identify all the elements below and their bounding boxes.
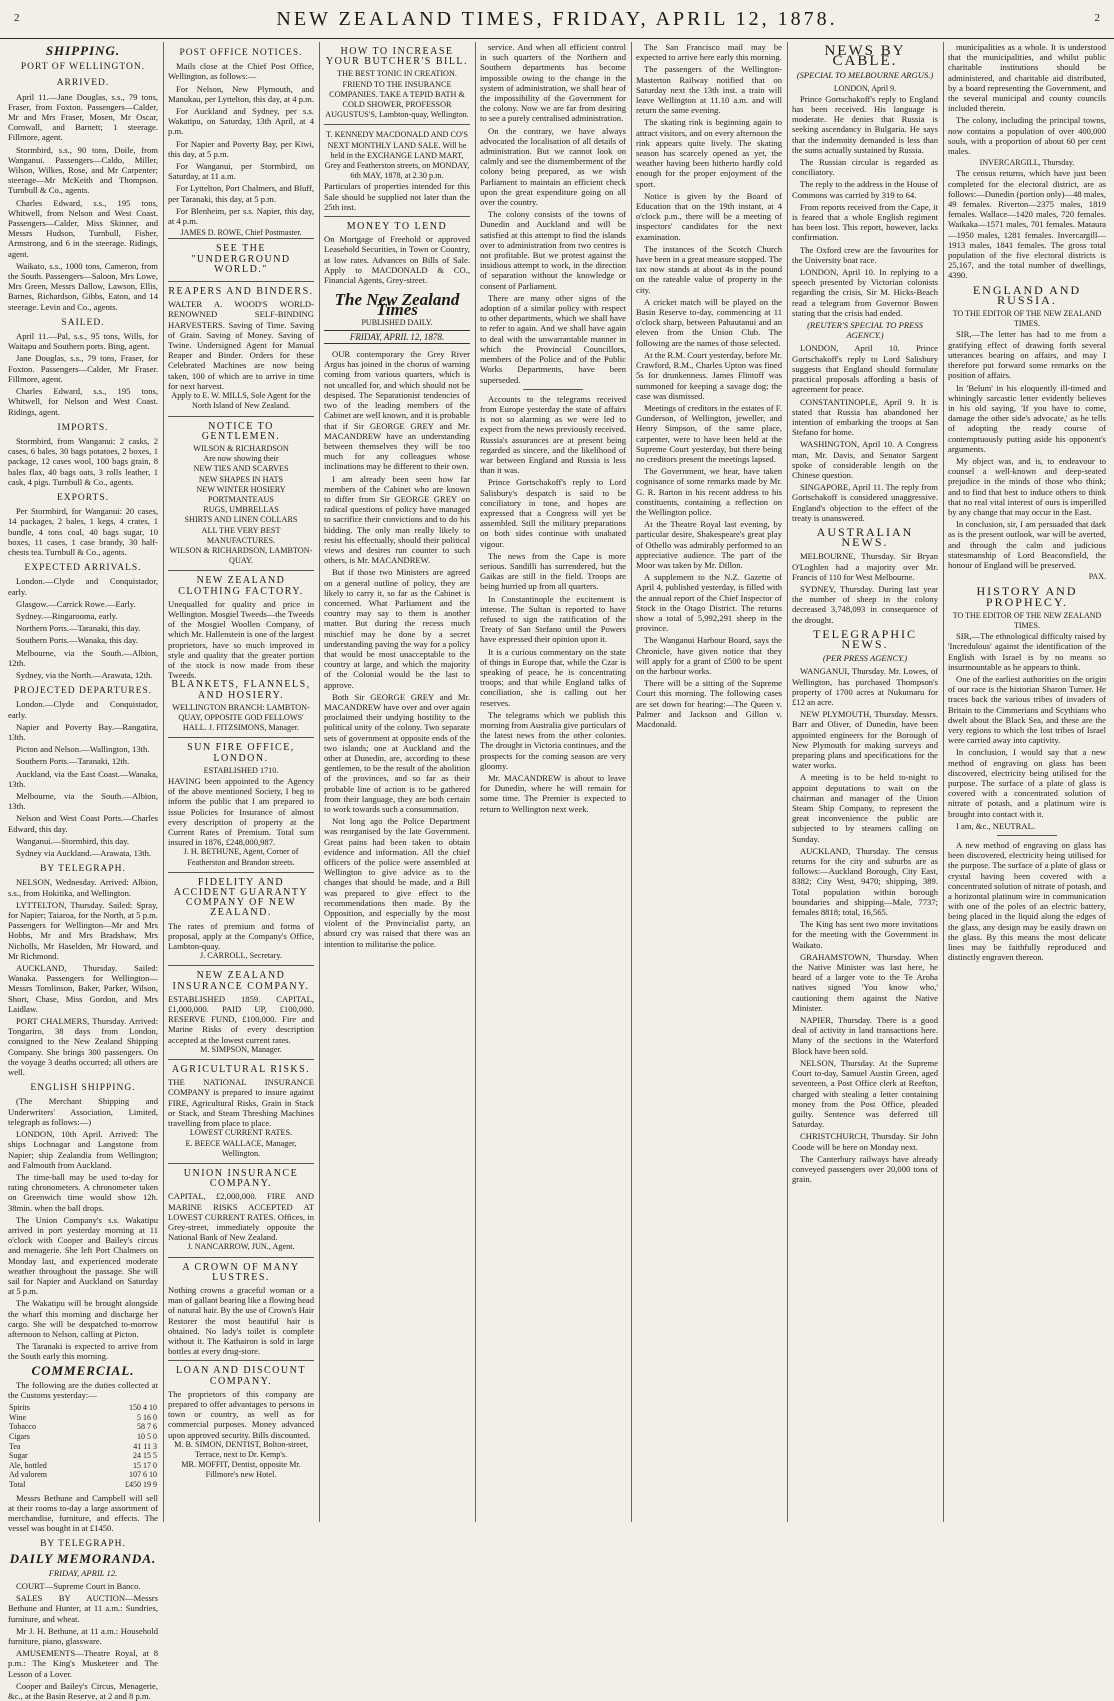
- list-item: Napier and Poverty Bay.—Rangatira, 13th.: [8, 721, 158, 742]
- signature: PAX.: [1088, 572, 1106, 582]
- paragraph: A cricket match will be played on the Basin Reserve to-day, commencing at 11 o'clock sharp, between Pahautanui and an eleven from the Union Club. The following are the names of those selected.: [636, 296, 782, 348]
- table-row: [8, 1422, 158, 1432]
- ad-signature: MR. MOFFIT, Dentist, opposite Mr. Fillmore's new Hotel.: [181, 1460, 301, 1480]
- list-item: AMUSEMENTS—Theatre Royal, at 8 p.m.: The King's Musketeer and The Lesson of a Lover.: [8, 1648, 158, 1679]
- ad-heading: UNION INSURANCE COMPANY.: [183, 1167, 299, 1190]
- ad-body: WALTER A. WOOD'S WORLD-RENOWNED SELF-BINDING HARVESTERS. Saving of Time. Saving of Grain. Saving of Money. Saving of Twine. Undersigned Agent for Manual Reaper and Binder. Orders for these Celebrated Machines are now being taken, 100 of which are to arrive in time for next harvest.: [168, 299, 314, 391]
- paragraph: The colony consists of the towns of Dunedin and Auckland and will be satisfied at this attempt to find the islands over to administration from two centres is not profitable. But we protest against the insidious attempt to work, in the direction of separation without the knowledge or consent of Parliament.: [480, 209, 626, 291]
- paragraph: LONDON, 10th April. Arrived: The ships Lochnagar and Langstone from Napier; ship Zealandia from Wellington; and Falmouth from Auckland.: [8, 1129, 158, 1170]
- advertisement: [168, 281, 314, 415]
- paragraph: Messrs Bethune and Campbell will sell at their rooms to-day a large assortment of merchandise, furniture, and effects. The vessel was bought in at £1450.: [8, 1492, 158, 1534]
- table-cell: Tea: [9, 1441, 21, 1451]
- advertisement: [324, 124, 470, 216]
- paragraph: The Wanganui Harbour Board, says the Chronicle, have given notice that they will apply for a grant of £500 to be spent on the harbour works.: [636, 635, 782, 676]
- paragraph: The Oxford crew are the favourites for the University boat race.: [792, 244, 938, 265]
- advertisement: [168, 570, 314, 737]
- column-shipping: [8, 42, 158, 1701]
- list-item: Picton and Nelson.—Wallington, 13th.: [16, 744, 150, 755]
- paragraph: MELBOURNE, Thursday. Sir Bryan O'Loghlen had a majority over Mr. Francis of 110 for West Melbourne.: [792, 551, 938, 582]
- paragraph: But if those two Ministers are agreed on a general outline of policy, they are likely to carry it, so far as the Cabinet is concerned. What Parliament and the country may say to them is another matter. But during the recess much mischief may be done by a secret understanding paving the way for a policy that would be most unacceptable to the country at large, and which the majority of the Colonial would be the last to approve.: [324, 567, 470, 690]
- ad-heading: NEW ZEALAND INSURANCE COMPANY.: [172, 970, 310, 992]
- paragraph: April 11.—Jane Douglas, s.s., 79 tons, Fraser, from Foxton. Passengers—Calder, Mr and Mrs Fraser, Mosen, Mr Oscar, Cornwall, and Barnett; 1 steerage. Fillmore, agent.: [8, 91, 158, 143]
- subheading: PROJECTED DEPARTURES.: [13, 686, 153, 697]
- paragraph: For Lyttelton, Port Chalmers, and Bluff, per Taranaki, this day, at 5 p.m.: [168, 183, 314, 204]
- paragraph: Mr. MACANDREW is about to leave for Dunedin, where he will remain for some time. The Premier is expected to return to Wellington next week.: [480, 773, 626, 814]
- paragraph: SIR,—The ethnological difficulty raised by 'Incredulous' against the identification of the English with Israel is by no means so insurmountable as he appears to think.: [948, 631, 1106, 672]
- paragraph: The census returns, which have just been completed for the electoral district, are as follows:—Dunedin (portion only)—48 males, 49 females. Riverton—2375 males, 1819 females. Wallace—1420 males, 720 females. Waikaka—1571 males, 701 females. Mataura—1950 males, 1281 females. Invercargill—1913 males, 1841 females. The gross total population of the five electoral districts is 25,167, and the total number of dwellings, 4390.: [948, 168, 1107, 281]
- section-heading: NEWS BY CABLE.: [824, 43, 906, 70]
- paragraph: WANGANUI, Thursday. Mr. Lowes, of Wellington, has purchased Thompson's property of 1700 acres at Nukumaru for £12 an acre.: [792, 666, 938, 707]
- paragraph: The instances of the Scotch Church have been in a great measure stopped. The tax now stands at about 4s in the pound on the rateable value of property in the city.: [636, 243, 782, 295]
- table-cell: Sugar: [9, 1451, 28, 1461]
- subheading: BY TELEGRAPH.: [40, 1539, 126, 1550]
- column-cable-news: [792, 42, 938, 1522]
- section-heading: SHIPPING.: [45, 43, 121, 58]
- paragraph: The San Francisco mail may be expected to arrive here early this morning.: [636, 42, 782, 63]
- dateline: INVERCARGILL, Thursday.: [979, 158, 1075, 168]
- ad-heading: MONEY TO LEND: [346, 221, 448, 233]
- paragraph: WASHINGTON, April 10. A Congress man, Mr. Davis, and Senator Sargent spoke of considerable length on the Chinese question.: [792, 439, 938, 480]
- list-item: Southern Ports.—Wanaka, this day.: [16, 635, 138, 646]
- paragraph: The Wakatipu will be brought alongside the wharf this morning and discharge her cargo. She will be despatched to-morrow afternoon to Nelson, calling at Picton.: [8, 1298, 158, 1339]
- ad-heading: AGRICULTURAL RISKS.: [171, 1064, 311, 1076]
- paragraph: The Government, we hear, have taken cognisance of some remarks made by Mr. G. R. Barton in his recent address to his constituents, containing a reflection on the Wellington police.: [636, 466, 782, 517]
- list-item: London.—Clyde and Conquistador, early.: [8, 699, 158, 720]
- paragraph: On the contrary, we have always advocated the localisation of all details of administration. But we cannot look on calmly and see the dismemberment of the colony being prepared, as we wish Parliament to maintain an efficient check upon the great expenditure going on all over the country.: [480, 125, 626, 208]
- dateline: LONDON, April 9.: [833, 83, 897, 93]
- table-cell: 15 17 0: [133, 1460, 157, 1470]
- column-rule: [631, 42, 632, 1522]
- paragraph: NAPIER, Thursday. There is a good deal of activity in land transactions here. Many of the sections in the Waterford Block have been sold.: [792, 1015, 938, 1056]
- ad-line: LOWEST CURRENT RATES.: [189, 1128, 293, 1138]
- column-rule: [787, 42, 788, 1522]
- list-item: Sydney, via the North.—Arawata, 12th.: [16, 669, 153, 680]
- ad-line: ALL THE VERY BEST MANUFACTURES.: [201, 525, 281, 545]
- ad-line: Are now showing their: [203, 454, 279, 464]
- table-row: [8, 1461, 158, 1471]
- paragraph: For Napier and Poverty Bay, per Kiwi, this day, at 5 p.m.: [168, 138, 314, 159]
- paragraph: There are many other signs of the adoption of a similar policy with respect to other departments, which we shall have to refer to again. And we shall have again to deal with the unwarrantable manner in which the Provincial Councillors, members of the Police and of the Public Works Departments, have been superseded.: [480, 292, 626, 385]
- paragraph: Accounts to the telegrams received from Europe yesterday the state of affairs is not so alarming as we were led to expect from the news previously received. Russia's assurances are at present being regarded as sincere, and the likelihood of war between England and Russia is less than it was.: [480, 393, 626, 476]
- subheading: BY TELEGRAPH.: [40, 864, 126, 875]
- table-cell: 58 7 6: [137, 1422, 157, 1432]
- paragraph: One of the earliest authorities on the origin of our race is the historian Sharon Turner. He traces back the various tribes of invaders of Britain to the Cimmerians and Scythians who dwelt about the Black Sea, and these are the very regions to which the lost tribes of Israel were carried away into captivity.: [948, 673, 1106, 746]
- section-heading: POST OFFICE NOTICES.: [179, 48, 303, 58]
- publication-note: PUBLISHED DAILY.: [361, 317, 433, 327]
- divider: [997, 835, 1057, 836]
- paragraph: Notice is given by the Board of Education that on the 19th instant, at 4 o'clock p.m., there will be a meeting of inspectors' candidates for the next examination.: [636, 190, 782, 242]
- paragraph: Both Sir GEORGE GREY and Mr. MACANDREW have over and over again proclaimed their undying hostility to the political unity of the colony. Two separate sets of government at opposite ends of the two islands; one at Auckland and the other at Dunedin, are, according to these gentlemen, to be the result of the abolition of the provinces, and so far as their probable line of action is to be gathered from their language, they are both certain to work towards such a consummation.: [324, 691, 470, 815]
- subheading: SAILED.: [61, 317, 105, 328]
- ad-heading: FIDELITY AND ACCIDENT GUARANTY COMPANY OF NEW ZEALAND.: [173, 876, 309, 919]
- duties-table: [8, 1403, 158, 1489]
- section-heading: COMMERCIAL.: [31, 1362, 135, 1378]
- advertisement: [324, 42, 470, 124]
- ad-heading: REAPERS AND BINDERS.: [168, 286, 314, 298]
- paragraph: LONDON, April 10. In replying to a speech presented by Victorian colonists regarding the crisis, Sir M. Hicks-Beach read a telegram from Governor Bowen stating that the crisis had ended.: [792, 267, 938, 318]
- advertisement: [168, 238, 314, 281]
- paragraph: CONSTANTINOPLE, April 9. It is stated that Russia has abandoned her intention of embarking the troops at San Stefano for home.: [792, 396, 938, 438]
- list-item: Northern Ports.—Taranaki, this day.: [16, 623, 141, 634]
- table-row: [8, 1442, 158, 1452]
- page-number-right: 2: [1094, 12, 1100, 24]
- subheading: ARRIVED.: [56, 78, 110, 89]
- paragraph: For Wanganui, per Stormbird, on Saturday, at 11 a.m.: [168, 161, 314, 182]
- list-item: Cooper and Bailey's Circus, Menagerie, &c., at the Basin Reserve, at 2 and 8 p.m.: [8, 1680, 158, 1701]
- paragraph: For Auckland and Sydney, per s.s. Wakatipu, on Saturday, 13th April, at 4 p.m.: [168, 106, 314, 137]
- page-title: NEW ZEALAND TIMES, FRIDAY, APRIL 12, 1878.: [276, 8, 838, 30]
- column-leader: [324, 42, 470, 1522]
- table-cell: 150 4 10: [129, 1403, 157, 1413]
- paragraph: The telegrams which we publish this morning from Australia give particulars of the latest news from the other colonies. The drought in Victoria continues, and the prospects for the coming season are very gloomy.: [480, 709, 626, 771]
- paragraph: Mails close at the Chief Post Office, Wellington, as follows:—: [168, 61, 314, 82]
- paragraph: GRAHAMSTOWN, Thursday. When the Native Minister was last here, he heard of a larger vote to the Te Aroha natives signed 'You know who,' cautioning them against the Native Minister.: [792, 951, 938, 1013]
- advertisement: [168, 416, 314, 571]
- paragraph: From reports received from the Cape, it is feared that a whole English regiment has been lost. This report, however, lacks confirmation.: [792, 201, 938, 243]
- paragraph: Meetings of creditors in the estates of F. Gunderson, of Wellington, jeweller, and Henry Simpson, of the same place, carpenter, were to have been held at the Supreme Court yesterday, but there being no creditors present the meetings lapsed.: [636, 402, 782, 464]
- ad-line: PORTMANTEAUS: [208, 494, 274, 504]
- column-correspondence: [948, 42, 1106, 1522]
- paragraph: service. And when all efficient control in such quarters of the Northern and Southern departments has become impossible owing to the change in the system of administration, we shall hear of the impossibility of the Government for the colony. Now we are far from desiring to see a purely centralised administration.: [480, 42, 626, 124]
- list-item: Mr J. H. Bethune, at 11 a.m.: Household furniture, piano, glassware.: [8, 1625, 158, 1646]
- paragraph: For Nelson, New Plymouth, and Manukau, per Lyttelton, this day, at 4 p.m.: [168, 83, 314, 104]
- advertisement: [168, 1360, 314, 1484]
- paragraph: The passengers of the Wellington-Masterton Railway notified that on Saturday next the 13th inst. a train will leave Wellington at 11.10 a.m. and will return the same evening.: [636, 64, 782, 116]
- paragraph: I am, &c., NEUTRAL.: [956, 820, 1035, 831]
- ad-signature: J. NANCARROW, JUN., Agent.: [187, 1242, 295, 1252]
- ad-body: On Mortgage of Freehold or approved Leasehold Securities, in Town or Country, at low rates. Advances on Bills of Sale. Apply to MACDONALD & CO., Financial Agents, Grey-street.: [324, 234, 470, 286]
- advertisement: [168, 1163, 314, 1257]
- paragraph: Charles Edward, s.s., 195 tons, Whitwell, from Nelson and West Coast. Passengers—Calder, Miss Skinner, and Messrs Hudson, Turnbull, Fisher, Armstrong, and 6 in the steerage. Ridings, agent.: [8, 197, 158, 259]
- section-heading: AUSTRALIAN NEWS.: [816, 524, 914, 550]
- list-item: Nelson and West Coast Ports.—Charles Edward, this day.: [8, 813, 158, 834]
- subheading: ENGLISH SHIPPING.: [30, 1083, 136, 1094]
- paragraph: At the R.M. Court yesterday, before Mr. Crawford, R.M., Charles Upton was fined 5s for drunkenness. James Flintoff was summoned for keeping a savage dog; the case was dismissed.: [636, 349, 782, 401]
- advertisement: [168, 1257, 314, 1361]
- paragraph: (The Merchant Shipping and Underwriters' Association, Limited, telegraph as follows:—): [8, 1096, 158, 1127]
- ad-signature: E. BEECE WALLACE, Manager, Wellington.: [185, 1138, 297, 1158]
- paragraph: NELSON, Wednesday. Arrived: Albion, s.s., from Hokitika, and Wellington.: [8, 877, 158, 898]
- paragraph: NEW PLYMOUTH, Thursday. Messrs. Barr and Oliver, of Dunedin, have been appointed engineers for the Borough of New Plymouth for making surveys and preparing plans and specifications for the water works.: [792, 709, 938, 771]
- paragraph: SIR,—The letter has had to me from a gratifying effect of drawing forth several utterances bearing on affairs, and may I therefore put forward some remarks on the position of affairs.: [948, 329, 1106, 381]
- paragraph: A supplement to the N.Z. Gazette of April 4, published yesterday, is filled with the annual report of the Chief Inspector of Stock in the Otago District. The returns show a total of 5,992,291 sheep in the province.: [636, 572, 782, 634]
- paragraph: In conclusion, sir, I am persuaded that dark as is the present outlook, war will be averted, and through the calm and judicious statesmanship of Lord Beaconsfield, the honour of England will be preserved.: [948, 519, 1106, 570]
- ad-signature: M. SIMPSON, Manager.: [200, 1044, 282, 1054]
- ad-body: The rates of premium and forms of proposal, apply at the Company's Office, Lambton-quay.: [168, 920, 314, 952]
- list-item: Melbourne, via the South.—Albion, 12th.: [8, 647, 158, 668]
- list-item: Glasgow.—Carrick Rowe.—Early.: [16, 598, 136, 609]
- ad-body: The proprietors of this company are prepared to offer advantages to persons in town or country, as well as for commercial purposes. Money advanced upon approved security. Bills discounted.: [168, 1388, 314, 1440]
- paragraph: A meeting is to be held to-night to appoint deputations to wait on the chairman and manager of the Union Steam Ship Company, to represent the great inconvenience the public are subjected to by steamers calling on Sunday.: [792, 772, 938, 844]
- paragraph: The news from the Cape is more serious. Sandilli has surrendered, but the Gaikas are still in the field. Troops are being hurried up from all quarters.: [480, 550, 626, 592]
- ad-line: ESTABLISHED 1710.: [203, 765, 279, 775]
- paragraph: The Canterbury railways have already conveyed passengers over 20,000 tons of grain.: [792, 1153, 938, 1185]
- paragraph: The Russian circular is regarded as conciliatory.: [792, 157, 938, 178]
- ad-signature: WILSON & RICHARDSON, LAMBTON-QUAY.: [169, 545, 313, 566]
- ad-heading: HOW TO INCREASE YOUR BUTCHER'S BILL.: [325, 46, 469, 68]
- column-rule: [943, 42, 944, 1522]
- table-row: [8, 1480, 158, 1490]
- paragraph: LYTTELTON, Thursday. Sailed: Spray, for Napier; Taiaroa, for the North, at 5 p.m. Passengers for Wellington—Mr and Mrs Hobbs, Mr and Mrs Bradshaw, Mrs Nicholls, Mr Haselden, Mr Howard, and Mr Richmond.: [8, 899, 158, 961]
- ad-body: THE NATIONAL INSURANCE COMPANY is prepared to insure against FIRE, Agricultural Risks, Grain in Stack or Stack, and Steam Threshing Machines travelling from place to place.: [168, 1077, 314, 1129]
- table-cell: Cigars: [9, 1431, 30, 1441]
- table-cell: 41 11 3: [133, 1441, 157, 1451]
- section-byline: (PER PRESS AGENCY.): [822, 653, 908, 664]
- table-cell: £450 19 9: [125, 1479, 157, 1489]
- table-cell: 10 5 0: [137, 1431, 157, 1441]
- list-item: Melbourne, via the South.—Albion, 13th.: [8, 791, 158, 812]
- column-local-news: [636, 42, 782, 1522]
- list-item: Wanganui.—Stormbird, this day.: [16, 835, 130, 846]
- paragraph: It is a curious commentary on the state of things in Europe that, while the Czar is speaking of peace, he is concentrating troops; and that while England talks of conciliation, she is calling out her reserves.: [480, 646, 626, 708]
- paragraph: PORT CHALMERS, Thursday. Arrived: Tongariro, 38 days from London, consigned to the New Zealand Shipping Company. She brings 300 passengers. On the voyage 3 deaths occurred; all others are well.: [8, 1016, 158, 1078]
- paragraph: The King has sent two more invitations for the meeting with the Government in Waikato.: [792, 919, 938, 950]
- ad-heading: A CROWN OF MANY LUSTRES.: [182, 1261, 300, 1283]
- ad-heading: SEE THE "UNDERGROUND WORLD.": [191, 243, 291, 275]
- paragraph: The following are the duties collected at the Customs yesterday:—: [8, 1379, 158, 1400]
- paragraph: Jane Douglas, s.s., 79 tons, Fraser, for Foxton. Passengers—Calder, Mr Fraser. Fillmore, agent.: [8, 353, 158, 384]
- paragraph: Prince Gortschakoff's reply to England has been received. His language is moderate. He denies that Russia is seeking ascendancy in Bulgaria. He says that the indemnity demanded is less than the sums actually sustained by Russia.: [792, 93, 938, 155]
- paragraph: Per Stormbird, for Wanganui: 20 cases, 14 packages, 2 bales, 1 kegs, 4 crates, 1 bundle, 4 tons coal, 40 bags sugar, 10 boxes, 11 cases, 1 case brandy, 30 half-chests tea. Turnbull & Co., agents.: [8, 506, 158, 557]
- list-item: Southern Ports.—Taranaki, 12th.: [16, 756, 130, 767]
- paragraph: municipalities as a whole. It is understood that the municipalities, and whilst public charitable institutions should be administered, and charitable aid distributed, by a board representing the Government, and the several municipal and county councils included therein.: [948, 42, 1106, 114]
- table-cell: Spirits: [9, 1403, 30, 1413]
- ad-body: Nothing crowns a graceful woman or a man of gallant bearing like a flowing head of natural hair. By the use of Crown's Hair Restorer the most beautiful hair is obtained. No lady's toilet is complete without it. The Kathairon is sold in large bottles at every drug-store.: [168, 1284, 314, 1357]
- table-cell: Tobacco: [9, 1422, 36, 1432]
- ad-body: ESTABLISHED 1859. CAPITAL, £1,000,000. PAID UP, £100,000. RESERVE FUND, £100,000. Fire and Marine Risks of every description accepted at the lowest current rates.: [168, 993, 314, 1045]
- section-byline: (REUTER'S SPECIAL TO PRESS AGENCY.): [807, 320, 923, 341]
- table-cell: 5 16 0: [137, 1412, 157, 1422]
- paragraph: Stormbird, from Wanganui: 2 casks, 2 cases, 6 bales, 30 bags potatoes, 2 boxes, 1 package, 12 cases wool, 100 bags grain, 8 bales flax, 40 bags oats, 3 rolls leather, 1 cask, 4 pigs. Turnbull & Co., agents.: [8, 435, 158, 487]
- paragraph: At the Theatre Royal last evening, by particular desire, Shakespeare's great play of Othello was admirably performed to an appreciative audience. The part of the Moor was taken by Mr. Dillon.: [636, 519, 782, 570]
- paragraph: AUCKLAND, Thursday. The census returns for the city and suburbs are as follows:—Auckland Borough, City East, 8382; City West, 9470; shipping, 389. Total population within borough boundaries and shipping—Male, 7737; females 8818; total, 16,565.: [792, 845, 938, 918]
- table-cell: Ale, bottled: [9, 1460, 47, 1470]
- paragraph: SINGAPORE, April 11. The reply from Gortschakoff is considered unaggressive. England's objection to the effect of the treaty is unanswered.: [792, 482, 938, 523]
- table-row: [8, 1470, 158, 1480]
- ad-line: NEW SHAPES IN HATS: [198, 474, 284, 484]
- leader-date: FRIDAY, APRIL 12, 1878.: [324, 330, 470, 344]
- advertisement: [324, 216, 470, 289]
- paragraph: April 11.—Pal, s.s., 95 tons, Wills, for Waitapu and Southern ports. Bing, agent.: [8, 331, 158, 352]
- ad-body: HAVING been appointed to the Agency of the above mentioned Society, I beg to inform the public that I am prepared to issue Policies for Insurance of almost every description of property at the Current Rates of Premium. Total sum insured in 1876, £248,000,987.: [168, 776, 314, 848]
- section-byline: TO THE EDITOR OF THE NEW ZEALAND TIMES.: [952, 610, 1102, 630]
- signature: JAMES D. ROWE, Chief Postmaster.: [180, 228, 302, 238]
- ad-body: T. KENNEDY MACDONALD AND CO'S NEXT MONTHLY LAND SALE. Will be held in the EXCHANGE LAND MART, Grey and Featherston streets, on MONDAY, 6th MAY, 1878, at 2.30 p.m.: [324, 130, 470, 181]
- paragraph: The colony, including the principal towns, now contains a population of over 400,000 souls, with a proportion of about 60 per cent males.: [948, 115, 1106, 157]
- ad-firm: WILSON & RICHARDSON: [193, 443, 289, 453]
- paragraph: AUCKLAND, Thursday. Sailed: Wanaka. Passengers for Wellington—Messrs Tomlinson, Baker, Parker, Wilson, Short, Chase, Miss Gordon, and Mrs Laidlaw.: [8, 963, 158, 1014]
- table-cell: 24 15 5: [133, 1451, 157, 1461]
- paragraph: Prince Gortschakoff's reply to Lord Salisbury's despatch is said to be conciliatory in tone, and hopes are expressed that a Congress will yet be assembled. Still the military preparations on both sides continue with unabated vigour.: [480, 477, 626, 549]
- ad-heading: LOAN AND DISCOUNT COMPANY.: [176, 1365, 306, 1387]
- paragraph: SYDNEY, Thursday. During last year the number of sheep in the colony decreased 3,748,093 in consequence of the drought.: [792, 583, 938, 625]
- list-item: COURT—Supreme Court in Banco.: [16, 1580, 141, 1591]
- paragraph: Waikato, s.s., 1000 tons, Cameron, from the South. Passengers—Saloon, Mrs Lowe, Mrs Green, Messrs Dallow, Lawson, Ellis, Barnes, Richardson, Gibbs, Eaton, and 14 steerage. Levin and Co., agents.: [8, 260, 158, 312]
- paragraph: NELSON, Thursday. At the Supreme Court to-day, Samuel Austin Green, aged seventeen, a Post Office clerk at Reefton, charged with stealing a letter containing money from the Post Office, pleaded guilty. Sentence was deferred till Saturday.: [792, 1057, 938, 1130]
- table-cell: Total: [9, 1479, 26, 1489]
- paragraph: In 'Belum' in his eloquently ill-timed and whiningly sarcastic letter evidently believes in his old saying, 'If you have to come, damage the other side's advocate,' as he tells of adopting the ready course of contemptuously putting aside his opponent's arguments.: [948, 382, 1106, 454]
- paragraph: OUR contemporary the Grey River Argus has joined in the chorus of warning coming from various quarters, which is not uncalled for, and which should not be despised. The Separationist tendencies of two of the leading members of the Cabinet are well known, and it is probable that if Sir GEORGE GREY and Mr. MACANDREW have an understanding between themselves they will be too much for any colleagues whose inclinations may be different to their own.: [324, 349, 470, 472]
- paragraph: CHRISTCHURCH, Thursday. Sir John Coode will be here on Monday next.: [792, 1131, 938, 1152]
- paragraph: The Taranaki is expected to arrive from the South early this morning.: [8, 1341, 158, 1362]
- paragraph: For Blenheim, per s.s. Napier, this day, at 4 p.m.: [168, 205, 314, 227]
- masthead: [0, 0, 1114, 39]
- table-row: [8, 1451, 158, 1461]
- ad-line: NEW WINTER HOSIERY: [196, 484, 286, 494]
- ad-body: Unequalled for quality and price in Wellington. Mosgiel Tweeds—the Tweeds of the Mosgiel Woollen Company, of which Mr. Hallenstein is one of the largest proprietors, have so much improved in style and quality that the greater portion of the stock is now made from these Tweeds.: [168, 598, 314, 681]
- column-rule: [163, 42, 164, 1522]
- ad-body: THE BEST TONIC IN CREATION. FRIEND TO THE INSURANCE COMPANIES. TAKE A TEPID BATH & COLD SHOWER, PROFESSOR AUGUSTUS'S, Lambton-quay, Wellington.: [325, 69, 469, 120]
- table-cell: Wine: [9, 1412, 27, 1422]
- column-editorial-continued: [480, 42, 626, 1522]
- advertisement: [168, 872, 314, 966]
- column-advertisements: [168, 42, 314, 1522]
- paragraph: I am already been seen how far members of the Cabinet who are known to differ from Sir GEORGE GREY on radical questions of policy have managed to sacrifice their convictions and to do his bidding. The only man really likely to resist his effectually, should their political views and desires run counter to such others, is Mr. MACANDREW.: [324, 473, 470, 566]
- section-heading: DAILY MEMORANDA.: [9, 1550, 157, 1566]
- section-byline: TO THE EDITOR OF THE NEW ZEALAND TIMES.: [952, 309, 1102, 329]
- section-heading: TELEGRAPHIC NEWS.: [813, 626, 917, 651]
- advertisement: [168, 1059, 314, 1163]
- column-rule: [475, 42, 476, 1522]
- subheading: PORT OF WELLINGTON.: [20, 62, 146, 73]
- paragraph: LONDON, April 10. Prince Gortschakoff's reply to Lord Salisbury suggests that England should formulate practical proposals affording a basis of agreement for peace.: [792, 343, 938, 395]
- ad-line: SHIRTS AND LINEN COLLARS: [184, 515, 298, 525]
- newspaper-nameplate: The New Zealand Times: [334, 290, 460, 320]
- paragraph: My object was, and is, to endeavour to counsel a well-known and deep-seated prejudice in the minds of those who think; and to find that best to induce others to think that no real vital interest of ours is imperilled by any change that may occur in the East.: [948, 455, 1106, 517]
- table-cell: Ad valorem: [9, 1470, 47, 1480]
- section-heading: HISTORY AND PROPHECY.: [976, 584, 1078, 609]
- table-cell: 107 6 10: [129, 1470, 157, 1480]
- ad-signature: M. B. SIMON, DENTIST, Bolton-street, Terrace, next to Dr. Kemp's.: [174, 1439, 308, 1459]
- advertisement: [168, 965, 314, 1059]
- page-number-left: 2: [14, 12, 20, 24]
- ad-signature: J. CARROLL, Secretary.: [199, 951, 282, 961]
- ad-heading: BLANKETS, FLANNELS, AND HOSIERY.: [171, 679, 311, 701]
- column-rule: [319, 42, 320, 1522]
- subheading: EXPORTS.: [56, 492, 110, 503]
- ad-signature: J. H. BETHUNE, Agent, Corner of Featherston and Brandon streets.: [183, 847, 299, 867]
- ad-heading: SUN FIRE OFFICE, LONDON.: [187, 742, 295, 764]
- paragraph: The reply to the address in the House of Commons was carried by 319 to 64.: [792, 179, 938, 200]
- section-heading: ENGLAND AND RUSSIA.: [972, 282, 1082, 307]
- paragraph: Not long ago the Police Department was reorganised by the late Government. Great pains had been taken to obtain evidence and information. All the chief officers of the police were assembled at Wellington to give advice as to the changes that should be made, and a Bill was prepared to give effect to the recommendations then made. By the Opposition, and especially by the most violent of the Provincialist party, an absurd cry was raised that there was an intention to militarise the police.: [324, 816, 470, 949]
- table-row: [8, 1432, 158, 1442]
- subheading: IMPORTS.: [57, 422, 109, 433]
- paragraph: The skating rink is beginning again to attract visitors, and on every afternoon the rink appears quite lively. The skating season has scarcely opened as yet, the weather having been hitherto hardly cold enough for the proper enjoyment of the sport.: [636, 117, 782, 189]
- list-item: SALES BY AUCTION—Messrs Bethune and Hunter, at 11 a.m.: Sundries, furniture, and wheat.: [8, 1593, 158, 1624]
- memoranda-date: FRIDAY, APRIL 12.: [48, 1567, 118, 1578]
- list-item: Sydney via Auckland.—Arawata, 13th.: [16, 848, 152, 859]
- paragraph: The time-ball may be used to-day for rating chronometers. A chronometer taken on Greenwich time would show 12h. 38min. when the ball drops.: [8, 1171, 158, 1213]
- paragraph: In conclusion, I would say that a new method of engraving on glass has been discovered, electricity being utilised for the purpose. The surface of a plate of glass is covered with a concentrated solution of nitrate of potash, and a platinum wire is brought into contact with it.: [948, 747, 1106, 819]
- ad-signature: WELLINGTON BRANCH: LAMBTON-QUAY, OPPOSITE GOD FELLOWS' HALL. J. FITZSIMONS, Manager.: [172, 702, 310, 733]
- ad-line: RUGS, UMBRELLAS: [203, 505, 279, 515]
- ad-heading: NOTICE TO GENTLEMEN.: [201, 420, 281, 442]
- list-item: Sydney.—Ringarooma, early.: [16, 610, 118, 621]
- ad-signature: Apply to E. W. MILLS, Sole Agent for the North Island of New Zealand.: [171, 391, 311, 411]
- ad-body: Particulars of properties intended for this Sale should be supplied not later than the 25th inst.: [324, 181, 470, 212]
- table-row: [8, 1403, 158, 1413]
- advertisement: [168, 737, 314, 871]
- list-item: London.—Clyde and Conquistador, early.: [8, 576, 158, 597]
- list-item: Auckland, via the East Coast.—Wanaka, 13th.: [8, 768, 158, 789]
- section-byline: (SPECIAL TO MELBOURNE ARGUS.): [796, 70, 934, 81]
- table-row: [8, 1413, 158, 1423]
- paragraph: There will be a sitting of the Supreme Court this morning. The following cases are set down for hearing:—The Queen v. Palmer and Jackson and Gillon v. Macdonald.: [636, 678, 782, 729]
- ad-line: NEW TIES AND SCARVES: [193, 464, 289, 474]
- ad-body: CAPITAL, £2,000,000. FIRE AND MARINE RISKS ACCEPTED AT LOWEST CURRENT RATES. Offices, in Grey-street, immediately opposite the National Bank of New Zealand.: [168, 1191, 314, 1243]
- paragraph: Charles Edward, s.s., 195 tons, Whitwell, for Nelson and West Coast. Ridings, agent.: [8, 386, 158, 417]
- divider: [523, 389, 583, 390]
- paragraph: Stormbird, s.s., 90 tons, Doile, from Wanganui. Passengers—Caldo, Miller, Wilson, Wilkes, Rose, and Mr Carpenter; steerage—Mr McKeith and Thompson. Turnbull & Co., agents.: [8, 144, 158, 196]
- subheading: EXPECTED ARRIVALS.: [24, 563, 142, 574]
- paragraph: A new method of engraving on glass has been discovered, electricity being utilised for the purpose. The surface of a plate of glass or crystal having been covered with a concentrated solution of nitrate of potash, and a horizontal platinum wire in communication with one of the poles of an electric battery, being placed in the liquid along the edges of the glass, any design may be easily drawn on the glass. By this means the most delicate lines may be faithfully reproduced and distinctly engraven thereon.: [948, 840, 1106, 963]
- paragraph: The Union Company's s.s. Wakatipu arrived in port yesterday morning at 11 o'clock with Cooper and Bailey's circus and menagerie. She left Port Chalmers on Monday last, and experienced moderate weather throughout the passage. She will sail for Napier and Auckland on Saturday at 5 p.m.: [8, 1214, 158, 1297]
- ad-heading: NEW ZEALAND CLOTHING FACTORY.: [178, 575, 304, 597]
- paragraph: In Constantinople the excitement is intense. The Sultan is reported to have refused to sign the ratification of the Treaty of San Stefano until the Powers have expressed their opinion upon it.: [480, 593, 626, 645]
